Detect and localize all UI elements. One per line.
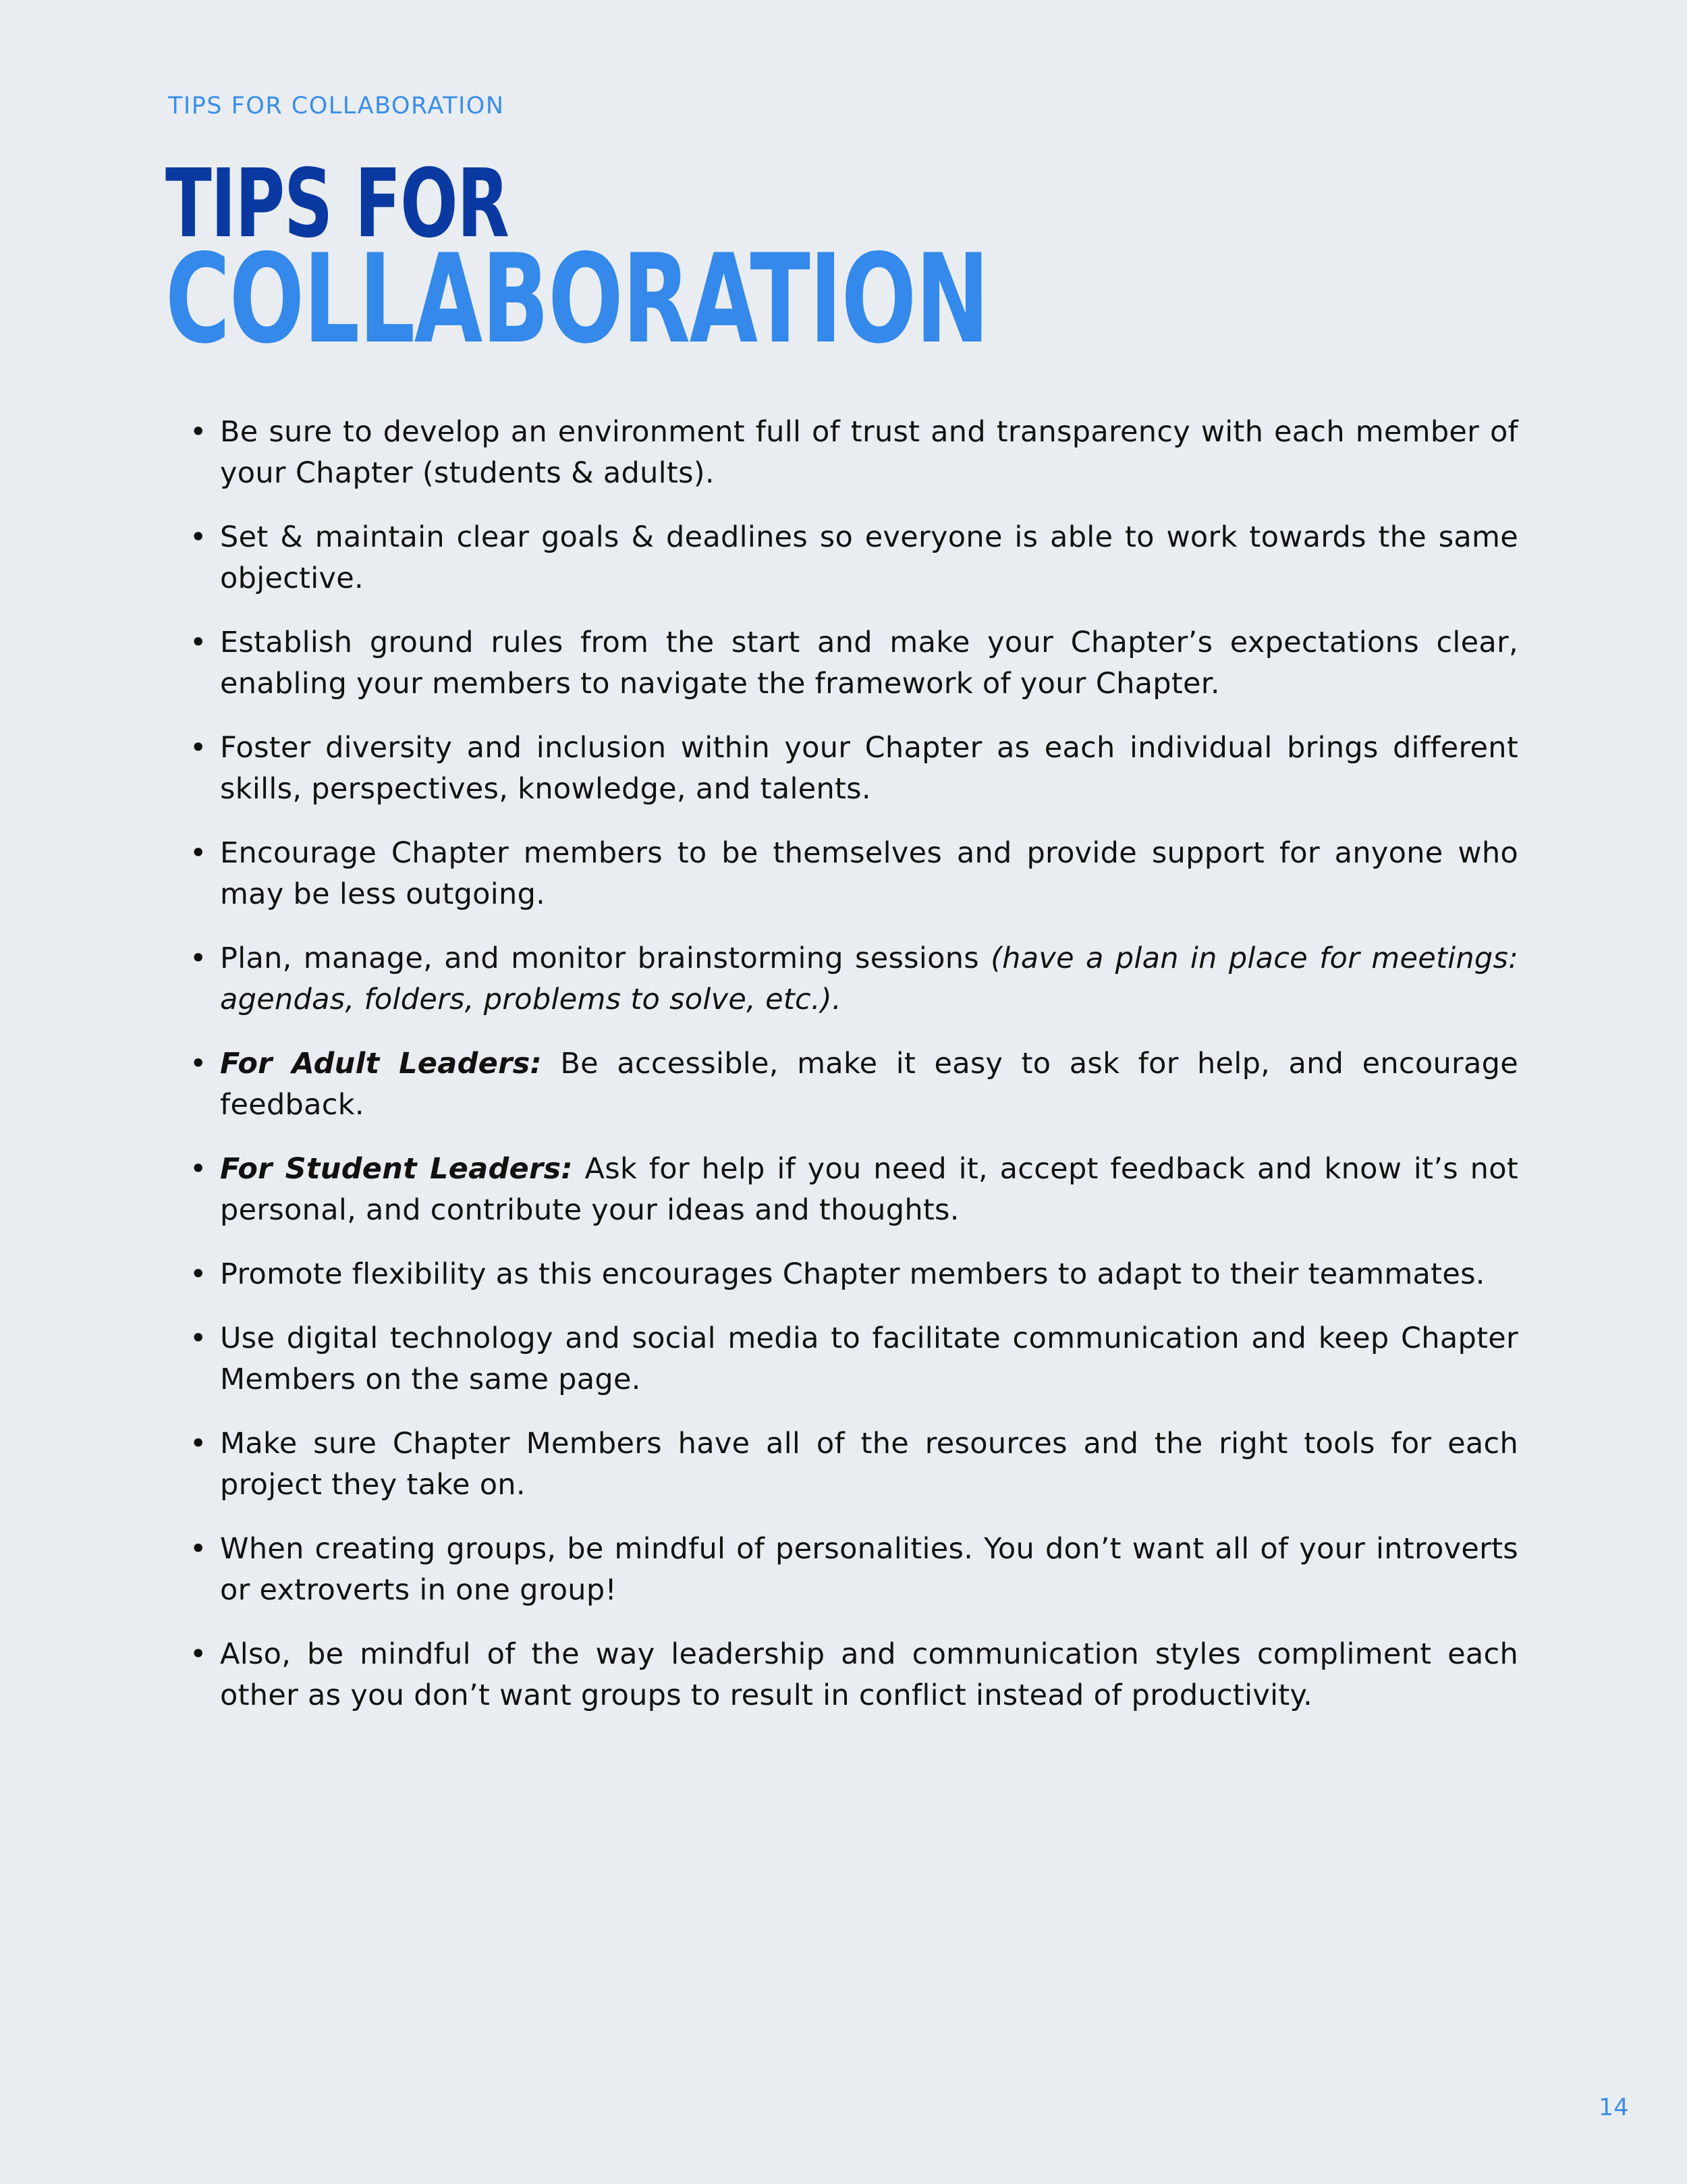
tip-tail: (have a plan in place for meetings: agendas, folders, problems to solve, etc.).	[220, 941, 1518, 1016]
running-header: TIPS FOR COLLABORATION	[168, 92, 505, 119]
bullet-icon: •	[190, 941, 207, 975]
list-item	[190, 517, 1518, 599]
page-title	[165, 149, 989, 371]
bullet-icon: •	[190, 836, 207, 870]
tip-text: Foster diversity and inclusion within your Chapter as each individual brings different skills, perspectives, knowledge, and talents.	[220, 731, 1518, 806]
list-item	[190, 833, 1518, 915]
tip-text: Set & maintain clear goals & deadlines so everyone is able to work towards the same objective.	[220, 520, 1518, 595]
tip-text: Make sure Chapter Members have all of the resources and the right tools for each project they take on.	[220, 1427, 1518, 1502]
bullet-icon: •	[190, 1152, 207, 1186]
tip-text: Establish ground rules from the start and make your Chapter’s expectations clear, enabling your members to navigate the framework of your Chapter.	[220, 626, 1518, 701]
list-item	[190, 728, 1518, 810]
bullet-icon: •	[190, 1321, 207, 1355]
list-item	[190, 1043, 1518, 1126]
list-item	[190, 1318, 1518, 1400]
page-title-line-1: TIPS FOR	[165, 149, 509, 259]
tip-text: Plan, manage, and monitor brainstorming sessions	[220, 941, 991, 975]
list-item	[190, 412, 1518, 494]
page-number: 14	[1599, 2094, 1629, 2121]
tip-text: Be sure to develop an environment full of trust and transparency with each member of your Chapter (students & adults).	[220, 415, 1518, 490]
bullet-icon: •	[190, 731, 207, 765]
tip-text: Promote flexibility as this encourages Chapter members to adapt to their teammates.	[220, 1257, 1485, 1291]
bullet-icon: •	[190, 1427, 207, 1460]
bullet-icon: •	[190, 415, 207, 449]
bullet-icon: •	[190, 1047, 207, 1081]
bullet-icon: •	[190, 520, 207, 554]
tip-text: Use digital technology and social media to facilitate communication and keep Chapter Members on the same page.	[220, 1321, 1518, 1396]
tips-list	[190, 412, 1518, 1739]
tip-text: Be accessible, make it easy to ask for help, and encourage feedback.	[220, 1047, 1518, 1122]
list-item	[190, 1149, 1518, 1231]
list-item	[190, 1254, 1518, 1295]
tip-text: Also, be mindful of the way leadership and communication styles compliment each other as you don’t want groups to result in conflict instead of productivity.	[220, 1637, 1518, 1712]
tip-text: When creating groups, be mindful of personalities. You don’t want all of your introverts or extroverts in one group!	[220, 1532, 1518, 1607]
bullet-icon: •	[190, 1532, 207, 1566]
tip-text: Ask for help if you need it, accept feedback and know it’s not personal, and contribute your ideas and thoughts.	[220, 1152, 1518, 1227]
tip-lead: For Student Leaders:	[220, 1152, 573, 1186]
bullet-icon: •	[190, 1637, 207, 1671]
bullet-icon: •	[190, 626, 207, 659]
tip-lead: For Adult Leaders:	[220, 1047, 543, 1081]
bullet-icon: •	[190, 1257, 207, 1291]
list-item	[190, 1529, 1518, 1611]
page-title-line-2: COLLABORATION	[165, 227, 989, 371]
list-item	[190, 1423, 1518, 1506]
tip-text: Encourage Chapter members to be themselves and provide support for anyone who may be less outgoing.	[220, 836, 1518, 911]
list-item	[190, 622, 1518, 705]
list-item	[190, 938, 1518, 1020]
list-item	[190, 1634, 1518, 1716]
